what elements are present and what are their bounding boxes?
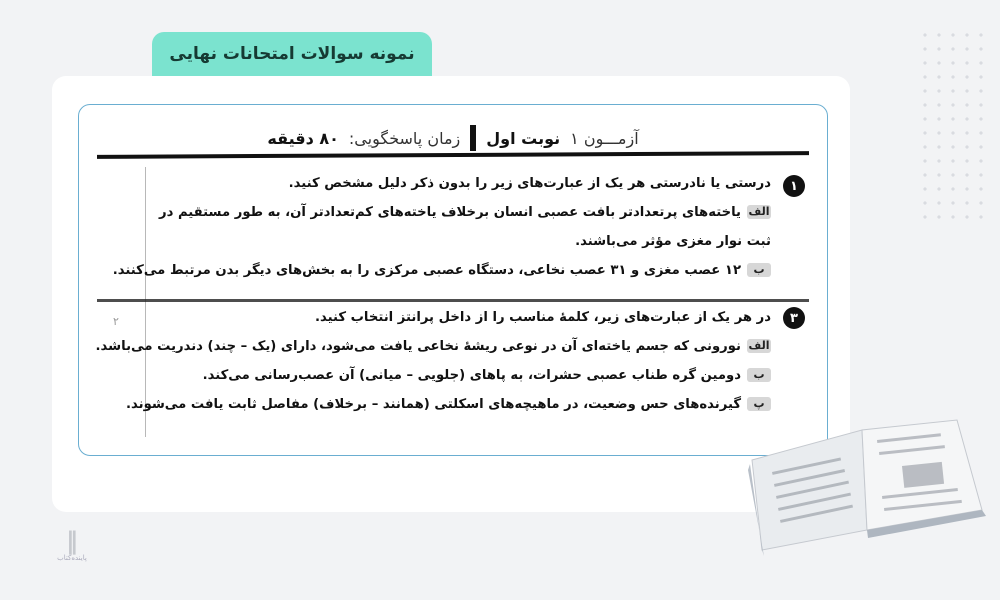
question-prompt: در هر یک از عبارت‌های زیر، کلمهٔ مناسب را از داخل پرانتز انتخاب کنید. bbox=[314, 310, 771, 325]
section-tag bbox=[152, 32, 432, 76]
question-block-3 bbox=[95, 303, 771, 419]
question-number-badge: ۳ bbox=[783, 307, 805, 329]
question-item-text: ۱۲ عصب مغزی و ۳۱ عصب نخاعی، دستگاه عصبی مرکزی را به بخش‌های دیگر بدن مرتبط می‌کنند. bbox=[112, 263, 741, 278]
option-marker: الف bbox=[748, 205, 770, 218]
question-prompt: درستی یا نادرستی هر یک از عبارت‌های زیر را بدون ذکر دلیل مشخص کنید. bbox=[288, 176, 771, 191]
question-block-1 bbox=[112, 169, 771, 285]
brand-logo-text: پاینده‌کتاب bbox=[57, 554, 87, 562]
brand-logo bbox=[52, 528, 92, 570]
option-marker: پ bbox=[747, 397, 771, 411]
brand-logo-icon: ‖ bbox=[66, 527, 78, 555]
question-item bbox=[112, 256, 771, 285]
option-marker: ب bbox=[747, 368, 771, 382]
open-book-illustration bbox=[742, 400, 992, 560]
question-item bbox=[149, 361, 771, 390]
section-tag-label: نمونه سوالات امتحانات نهایی bbox=[169, 44, 415, 64]
question-item-text: یاخته‌های پرتعدادتر بافت عصبی انسان برخلاف یاخته‌های کم‌تعدادتر آن، به طور مستقیم در ثبت نوار مغزی مؤثر می‌باشند. bbox=[159, 205, 771, 249]
exam-page-scan bbox=[78, 104, 828, 456]
exam-time-label: زمان پاسخگویی: bbox=[348, 128, 461, 148]
question-item-text: نورونی که جسم یاخته‌ای آن در نوعی ریشهٔ نخاعی یافت می‌شود، دارای (یک – چند) دندریت می‌باشد. bbox=[95, 339, 741, 354]
exam-test-label: آزمـــون ۱ bbox=[570, 128, 639, 148]
exam-title: نوبت اول bbox=[486, 128, 561, 148]
header-separator bbox=[470, 125, 476, 151]
exam-duration: ۸۰ دقیقه bbox=[267, 128, 339, 148]
question-number-badge: ۱ bbox=[783, 175, 805, 197]
exam-header bbox=[79, 123, 827, 153]
option-marker: ب bbox=[747, 263, 771, 277]
question-item bbox=[149, 198, 771, 256]
question-item bbox=[125, 390, 771, 419]
page-number: ۲ bbox=[113, 315, 119, 328]
question-divider bbox=[97, 299, 809, 302]
question-item-text: دومین گره طناب عصبی حشرات، به پاهای (جلویی – میانی) آن عصب‌رسانی می‌کند. bbox=[202, 368, 741, 383]
option-marker: الف bbox=[748, 339, 770, 352]
decorative-dot-grid bbox=[918, 28, 988, 228]
question-item-text: گیرنده‌های حس وضعیت، در ماهیچه‌های اسکلتی (همانند – برخلاف) مفاصل ثابت یافت می‌شوند. bbox=[125, 397, 741, 412]
question-item bbox=[95, 332, 771, 361]
